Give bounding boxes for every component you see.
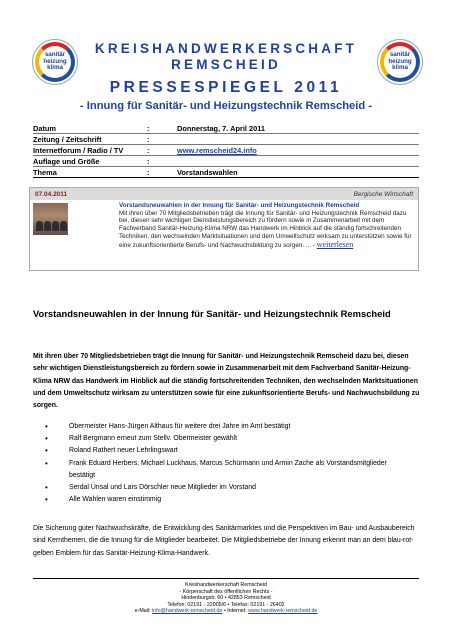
meta-colon: : <box>147 156 150 166</box>
read-more-link[interactable]: weiterlesen <box>316 239 354 249</box>
meta-row-newspaper <box>33 134 419 145</box>
article-closing: Die Sicherung guter Nachwuchskräfte, die Entwicklung des Sanitärmarktes und die Perspektiven im Bau- und Ausbaubereich sind Kernthemen, die die Innung für die Mitglieder bearbeitet. Die Mitgliedsbetriebe der Innung erkennt man an dem blau-rot-gelben Emblem für das Sanitär-Heizung-Klima-Handwerk. <box>33 525 415 557</box>
org-name: KREISHANDWERKERSCHAFT <box>94 41 358 56</box>
clipping-source: Bergische Wirtschaft <box>353 190 413 198</box>
footer-address: Hindenburgstr. 60 • 42853 Remscheid <box>181 595 271 601</box>
meta-row-topic <box>33 167 419 178</box>
group-photo <box>33 203 68 235</box>
logo-text-1: sanitär <box>44 51 66 59</box>
meta-colon: : <box>147 167 150 177</box>
clipping-date: 07.04.2011 <box>35 190 68 198</box>
meta-label: Thema <box>33 167 57 177</box>
logo-text-3: klima <box>392 64 408 72</box>
meta-colon: : <box>147 134 150 144</box>
footer <box>33 578 419 615</box>
meta-value: Donnerstag, 7. April 2011 <box>177 123 266 133</box>
list-item: • Serdal Ünsal und Lars Dörschler neue Mitglieder im Vorstand <box>33 482 413 494</box>
meta-row-circulation <box>33 156 419 167</box>
meta-colon: : <box>147 123 150 133</box>
page-title: PRESSESPIEGEL 2011 <box>109 79 343 96</box>
footer-contact <box>33 608 419 615</box>
clipping-body <box>119 202 417 249</box>
clipping-text: Mit ihren über 70 Mitgliedsbetrieben trägt die Innung für Sanitär- und Heizungstechnik Remscheid dazu bei, diesen sehr wichtigen Dienstleistungsbereich zu fördern sowie in Zusammenarbeit mit dem Fachverband Sanitär-Heizung-Klima NRW das Handwerk im Hinblick auf die ständig fortschreitenden Techniken, den wechselnden Marktsituationen und dem Umweltschutz wirksam zu unterstützen sowie für eine zukunftsorientierte Berufs- und Nachwuchsbildung zu sorgen. ... - <box>119 209 412 249</box>
meta-label: Datum <box>33 123 56 133</box>
logo-text-2: heizung <box>388 57 412 65</box>
footer-org: Kreishandwerkerschaft Remscheid <box>185 582 267 588</box>
article-title: Vorstandsneuwahlen in der Innung für Sanitär- und Heizungstechnik Remscheid <box>33 308 391 319</box>
meta-table <box>33 123 419 178</box>
meta-label: Auflage und Größe <box>33 156 100 166</box>
list-item: • Alle Wahlen waren einstimmig <box>33 494 413 506</box>
logo-text-2: heizung <box>43 57 67 65</box>
internet-label: • Internet: <box>223 608 247 614</box>
email-label: e-Mail: <box>134 608 151 614</box>
meta-row-internet <box>33 145 419 156</box>
clipping-bar <box>30 188 418 200</box>
website-link[interactable]: www.handwerk-remscheid.de <box>248 608 318 614</box>
list-item: • Roland Rathert neuer Lehrlingswart <box>33 445 413 457</box>
source-link[interactable]: www.remscheid24.info <box>177 145 257 155</box>
logo-text-3: klima <box>47 64 63 72</box>
list-item: • Obermeister Hans-Jürgen Althaus für weitere drei Jahre im Amt bestätigt <box>33 421 413 433</box>
article-lead: Mit ihren über 70 Mitgliedsbetrieben trägt die Innung für Sanitär- und Heizungstechnik Remscheid dazu bei, diesen sehr wichtigen Dienstleistungsbereich zu fördern sowie in Zusammenarbeit mit dem Fachverband Sanitär-Heizung-Klima NRW das Handwerk im Hinblick auf die ständig fortschreitenden Techniken, den wechselnden Marktsituationen und dem Umweltschutz wirksam zu unterstützen sowie für eine zukunftsorientierte Berufs- und Nachwuchsbildung zu sorgen. <box>33 353 420 410</box>
meta-colon: : <box>147 145 150 155</box>
web-clipping <box>29 187 419 271</box>
org-city: REMSCHEID <box>171 57 281 72</box>
header-org <box>0 41 452 73</box>
list-item: • Frank Eduard Herbers, Michael Luckhaus, Marcus Schürmann und Armin Zache als Vorstandsmitglieder bestätigt <box>33 458 413 482</box>
election-list <box>33 421 413 506</box>
meta-value: Vorstandswahlen <box>177 167 238 177</box>
logo-text-1: sanitär <box>389 51 411 59</box>
meta-row-date <box>33 123 419 134</box>
meta-label: Zeitung / Zeitschrift <box>33 134 102 144</box>
page-subtitle: - Innung für Sanitär- und Heizungstechnik Remscheid - <box>79 100 373 112</box>
clipping-title[interactable]: Vorstandsneuwahlen in der Innung für Sanitär- und Heizungstechnik Remscheid <box>119 202 360 209</box>
footer-phone: Telefon: 02191 - 22005/6 • Telefax: 02191 - 26402 <box>167 601 285 608</box>
email-link[interactable]: info@handwerk-remscheid.de <box>152 608 223 614</box>
list-item: • Ralf Bergmann erneut zum Stellv. Obermeister gewählt <box>33 433 413 445</box>
footer-legal: - Körperschaft des öffentlichen Rechts - <box>179 588 273 595</box>
meta-value <box>177 146 419 155</box>
meta-label: Internetforum / Radio / TV <box>33 145 124 155</box>
